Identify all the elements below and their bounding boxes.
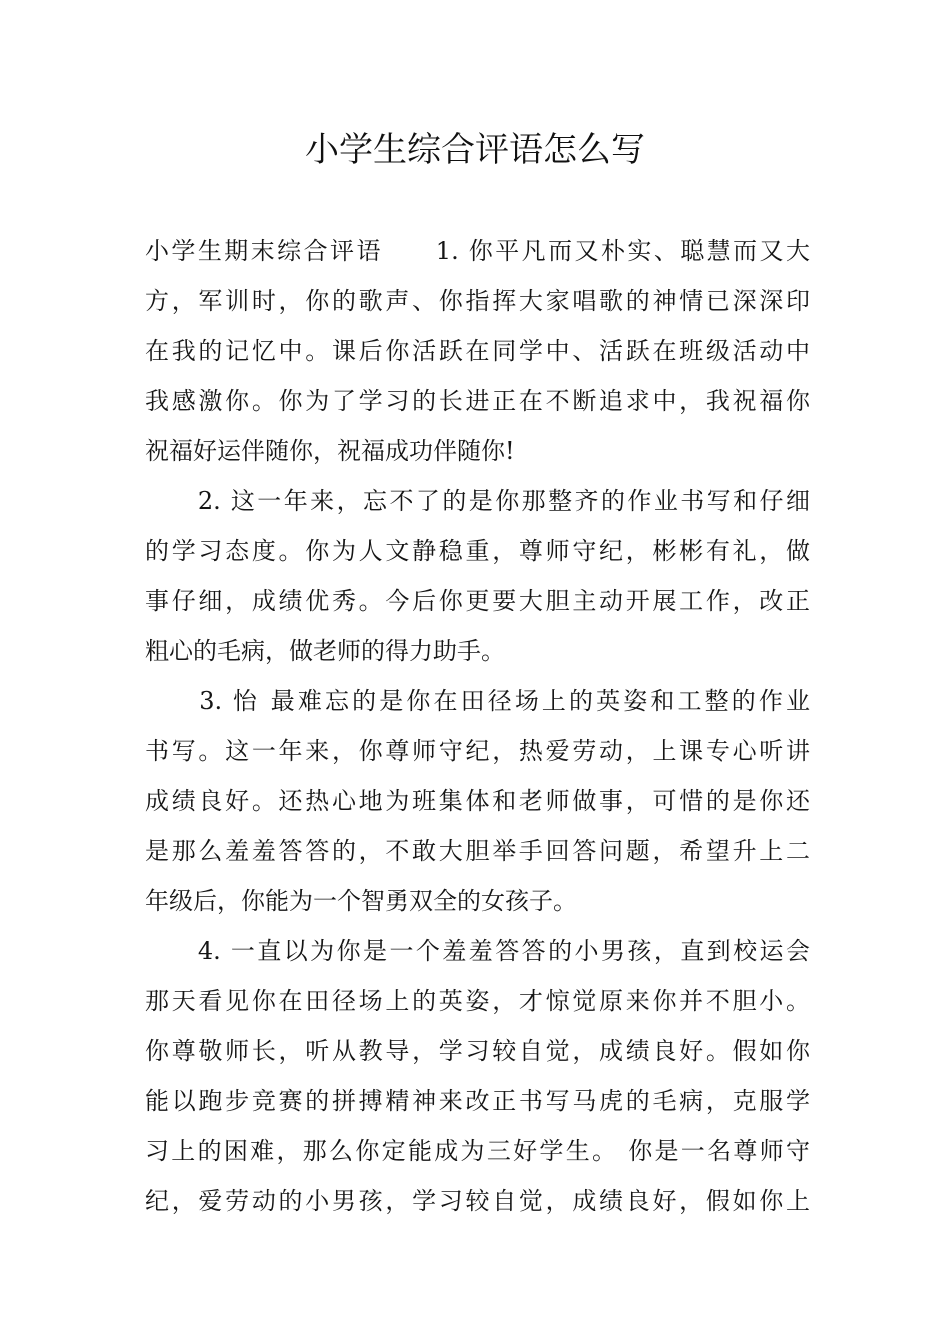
text-line: 事仔细，成绩优秀。今后你更要大胆主动开展工作，改正 — [145, 587, 810, 615]
text-line: 年级后，你能为一个智勇双全的女孩子。 — [145, 887, 577, 915]
text-line: 是那么羞羞答答的，不敢大胆举手回答问题，希望升上二 — [145, 837, 810, 865]
text-line: 习上的困难，那么你定能成为三好学生。 你是一名尊师守 — [145, 1137, 810, 1165]
text-line: 我感激你。你为了学习的长进正在不断追求中，我祝福你 — [145, 387, 810, 415]
text-line: 你尊敬师长，听从教导，学习较自觉，成绩良好。假如你 — [145, 1037, 810, 1065]
text-line: 小学生期末综合评语 1. 你平凡而又朴实、聪慧而又大 — [145, 237, 810, 265]
text-line: 3. 怡 最难忘的是你在田径场上的英姿和工整的作业 — [145, 687, 810, 715]
text-line: 纪，爱劳动的小男孩，学习较自觉，成绩良好，假如你上 — [145, 1187, 810, 1215]
text-line: 祝福好运伴随你，祝福成功伴随你! — [145, 437, 515, 465]
text-line: 2. 这一年来，忘不了的是你那整齐的作业书写和仔细 — [145, 487, 810, 515]
text-line: 那天看见你在田径场上的英姿，才惊觉原来你并不胆小。 — [145, 987, 810, 1015]
text-line: 在我的记忆中。课后你活跃在同学中、活跃在班级活动中 — [145, 337, 810, 365]
text-line: 书写。这一年来，你尊师守纪，热爱劳动，上课专心听讲 — [145, 737, 810, 765]
text-line: 4. 一直以为你是一个羞羞答答的小男孩，直到校运会 — [145, 937, 810, 965]
text-line: 成绩良好。还热心地为班集体和老师做事，可惜的是你还 — [145, 787, 810, 815]
document-body — [145, 226, 810, 1226]
text-line: 能以跑步竞赛的拼搏精神来改正书写马虎的毛病，克服学 — [145, 1087, 810, 1115]
text-line: 方，军训时，你的歌声、你指挥大家唱歌的神情已深深印 — [145, 287, 810, 315]
text-line: 粗心的毛病，做老师的得力助手。 — [145, 637, 505, 665]
document-title: 小学生综合评语怎么写 — [305, 130, 645, 170]
text-line: 的学习态度。你为人文静稳重，尊师守纪，彬彬有礼，做 — [145, 537, 810, 565]
